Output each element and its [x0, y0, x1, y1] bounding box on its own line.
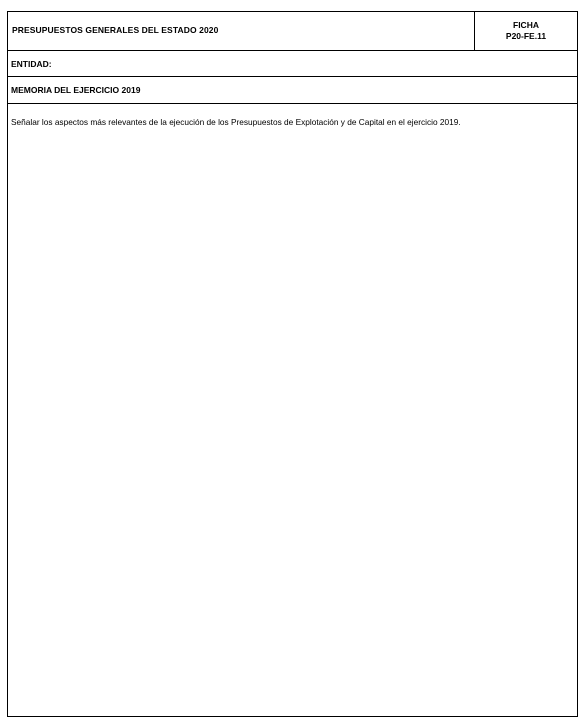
entity-row: [8, 51, 577, 77]
memoria-row: [8, 77, 577, 104]
memoria-text-area[interactable]: [8, 104, 577, 716]
ficha-cell: [474, 12, 577, 50]
form-header: [8, 12, 577, 51]
instruction-text: Señalar los aspectos más relevantes de la ejecución de los Presupuestos de Explotación y de Capital en el ejercicio 2019.: [11, 117, 461, 127]
budget-form: [7, 11, 578, 717]
ficha-code: P20-FE.11: [505, 31, 547, 41]
ficha-label: FICHA: [513, 20, 539, 30]
entity-label: ENTIDAD:: [11, 59, 52, 69]
form-title: PRESUPUESTOS GENERALES DEL ESTADO 2020: [12, 25, 219, 35]
section-title: MEMORIA DEL EJERCICIO 2019: [11, 85, 141, 95]
